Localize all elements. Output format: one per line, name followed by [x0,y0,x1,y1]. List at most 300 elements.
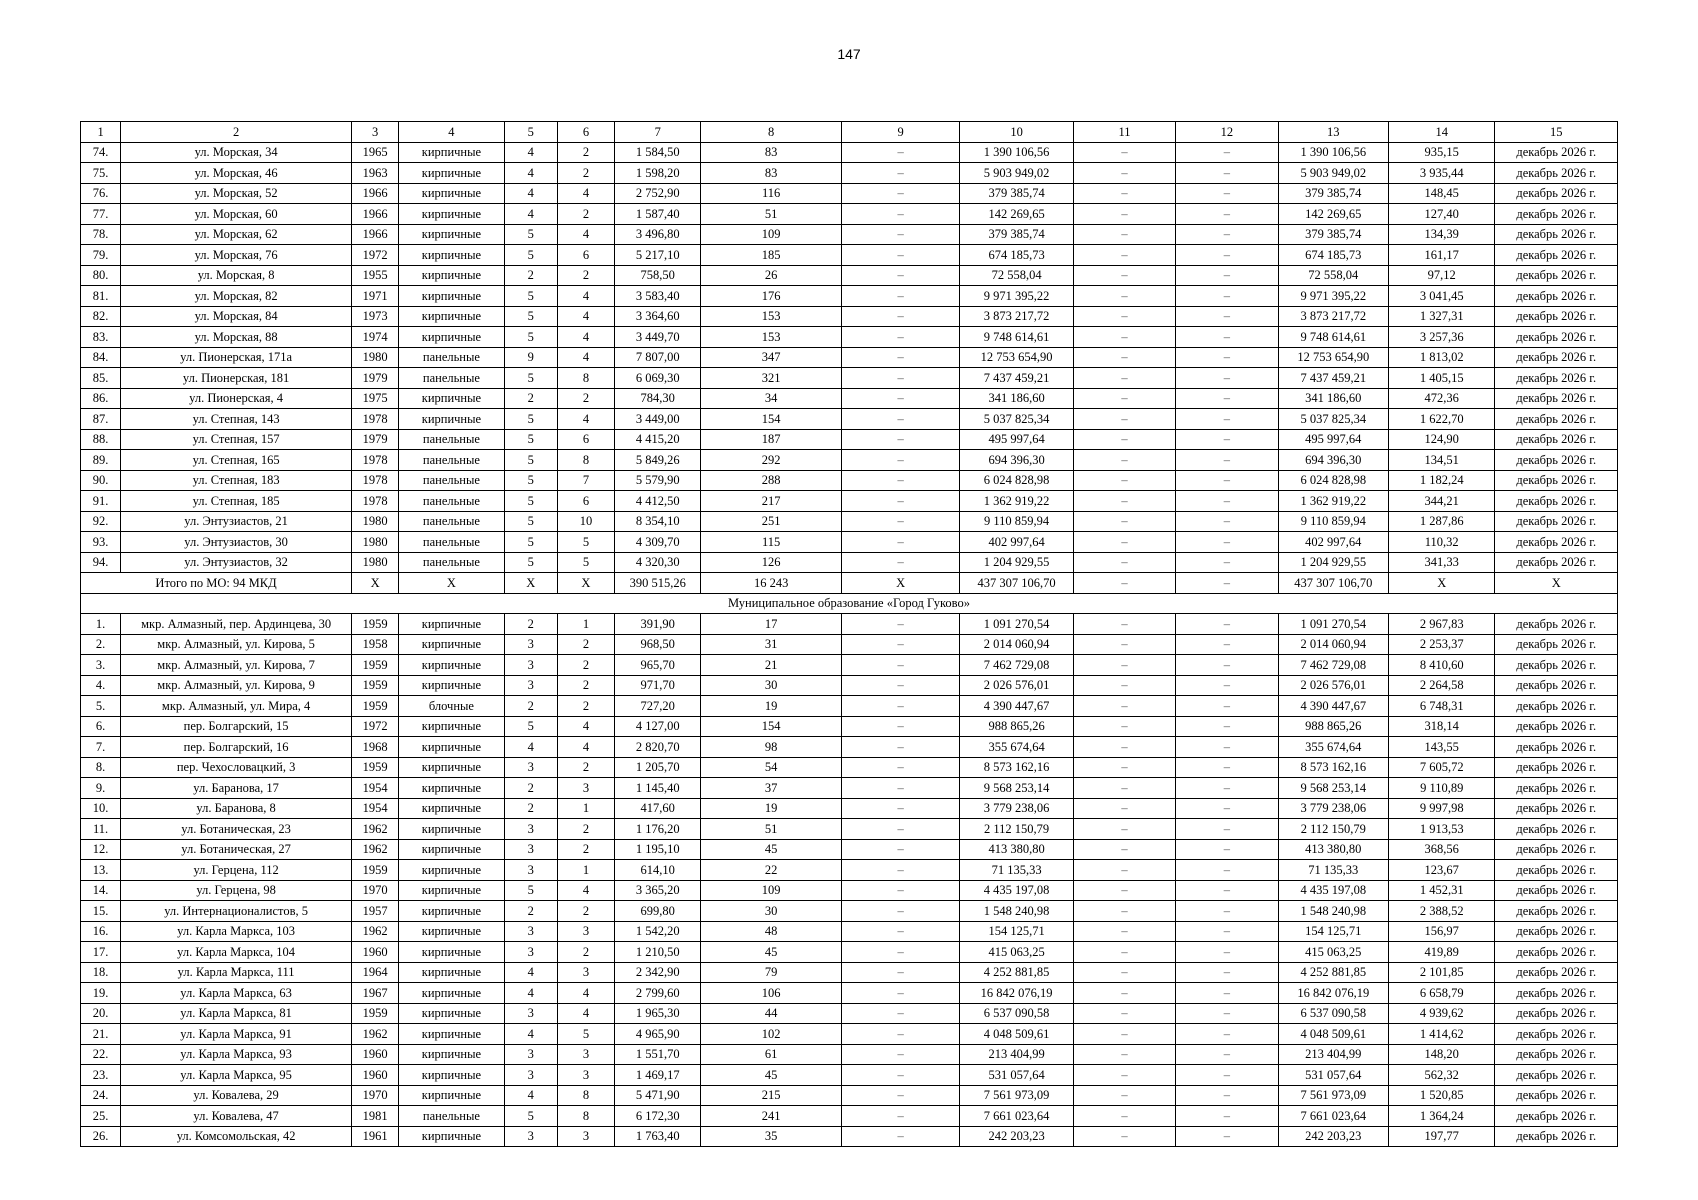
col-11: – [1073,224,1175,245]
cost-per-sqm: 7 605,72 [1389,757,1495,778]
entrances: 2 [557,942,614,963]
cost-per-sqm: 9 110,89 [1389,778,1495,799]
wall-material: панельные [399,429,504,450]
wall-material: кирпичные [399,327,504,348]
year-built: 1966 [352,224,399,245]
cost-total: 1 548 240,98 [960,901,1073,922]
total-cell: X [352,573,399,594]
row-number: 75. [81,163,121,184]
total-cell: – [1073,573,1175,594]
cost-fund: 4 435 197,08 [1278,880,1388,901]
col-12: – [1176,819,1278,840]
floors: 3 [504,819,557,840]
year-built: 1962 [352,921,399,942]
wall-material: кирпичные [399,614,504,635]
table-row [81,388,1618,409]
table-row [81,142,1618,163]
col-12: – [1176,880,1278,901]
year-built: 1959 [352,1003,399,1024]
address: ул. Пионерская, 181 [121,368,352,389]
address: ул. Энтузиастов, 30 [121,532,352,553]
col-11: – [1073,1044,1175,1065]
table-row [81,983,1618,1004]
cost-fund: 413 380,80 [1278,839,1388,860]
col-12: – [1176,347,1278,368]
entrances: 10 [557,511,614,532]
entrances: 3 [557,1044,614,1065]
floors: 3 [504,839,557,860]
cost-per-sqm: 1 622,70 [1389,409,1495,430]
col-11: – [1073,696,1175,717]
wall-material: кирпичные [399,757,504,778]
address: ул. Комсомольская, 42 [121,1126,352,1147]
col-9: – [841,983,959,1004]
wall-material: панельные [399,552,504,573]
col-11: – [1073,860,1175,881]
wall-material: кирпичные [399,675,504,696]
cost-per-sqm: 161,17 [1389,245,1495,266]
wall-material: панельные [399,470,504,491]
col-12: – [1176,716,1278,737]
wall-material: кирпичные [399,901,504,922]
floors: 4 [504,142,557,163]
row-number: 90. [81,470,121,491]
cost-fund: 415 063,25 [1278,942,1388,963]
area: 4 965,90 [615,1024,701,1045]
address: ул. Карла Маркса, 103 [121,921,352,942]
residents: 45 [701,942,842,963]
cost-total: 12 753 654,90 [960,347,1073,368]
floors: 5 [504,224,557,245]
table-row [81,245,1618,266]
address: ул. Пионерская, 171а [121,347,352,368]
deadline: декабрь 2026 г. [1495,204,1618,225]
row-number: 87. [81,409,121,430]
col-9: – [841,614,959,635]
year-built: 1959 [352,860,399,881]
entrances: 8 [557,450,614,471]
entrances: 5 [557,532,614,553]
col-12: – [1176,1044,1278,1065]
area: 1 176,20 [615,819,701,840]
year-built: 1974 [352,327,399,348]
cost-per-sqm: 472,36 [1389,388,1495,409]
table-row [81,798,1618,819]
cost-fund: 402 997,64 [1278,532,1388,553]
floors: 5 [504,327,557,348]
floors: 5 [504,716,557,737]
table-row [81,183,1618,204]
col-9: – [841,388,959,409]
residents: 83 [701,142,842,163]
deadline: декабрь 2026 г. [1495,306,1618,327]
col-12: – [1176,942,1278,963]
residents: 185 [701,245,842,266]
cost-per-sqm: 341,33 [1389,552,1495,573]
col-11: – [1073,901,1175,922]
col-11: – [1073,511,1175,532]
cost-per-sqm: 2 388,52 [1389,901,1495,922]
residents: 45 [701,1065,842,1086]
area: 4 415,20 [615,429,701,450]
cost-per-sqm: 419,89 [1389,942,1495,963]
table-row [81,224,1618,245]
total-cell: X [557,573,614,594]
year-built: 1978 [352,491,399,512]
entrances: 1 [557,860,614,881]
cost-per-sqm: 156,97 [1389,921,1495,942]
cost-fund: 341 186,60 [1278,388,1388,409]
total-cell: X [841,573,959,594]
total-row [81,573,1618,594]
cost-per-sqm: 134,39 [1389,224,1495,245]
cost-total: 7 561 973,09 [960,1085,1073,1106]
col-11: – [1073,409,1175,430]
deadline: декабрь 2026 г. [1495,183,1618,204]
address: ул. Баранова, 8 [121,798,352,819]
wall-material: кирпичные [399,942,504,963]
year-built: 1966 [352,183,399,204]
wall-material: кирпичные [399,798,504,819]
deadline: декабрь 2026 г. [1495,224,1618,245]
cost-total: 531 057,64 [960,1065,1073,1086]
cost-total: 4 390 447,67 [960,696,1073,717]
address: ул. Баранова, 17 [121,778,352,799]
col-9: – [841,183,959,204]
col-12: – [1176,265,1278,286]
col-12: – [1176,163,1278,184]
address: ул. Морская, 46 [121,163,352,184]
cost-fund: 4 390 447,67 [1278,696,1388,717]
deadline: декабрь 2026 г. [1495,409,1618,430]
residents: 79 [701,962,842,983]
floors: 5 [504,368,557,389]
col-12: – [1176,696,1278,717]
table-row [81,634,1618,655]
entrances: 6 [557,491,614,512]
entrances: 3 [557,921,614,942]
deadline: декабрь 2026 г. [1495,163,1618,184]
year-built: 1980 [352,347,399,368]
wall-material: кирпичные [399,142,504,163]
address: ул. Карла Маркса, 104 [121,942,352,963]
row-number: 14. [81,880,121,901]
cost-fund: 379 385,74 [1278,183,1388,204]
col-11: – [1073,1003,1175,1024]
cost-fund: 4 252 881,85 [1278,962,1388,983]
col-9: – [841,634,959,655]
col-12: – [1176,778,1278,799]
residents: 321 [701,368,842,389]
col-12: – [1176,450,1278,471]
year-built: 1965 [352,142,399,163]
page-number: 147 [837,46,861,62]
cost-total: 379 385,74 [960,183,1073,204]
col-11: – [1073,1024,1175,1045]
residents: 115 [701,532,842,553]
col-12: – [1176,839,1278,860]
col-11: – [1073,839,1175,860]
col-12: – [1176,327,1278,348]
residents: 83 [701,163,842,184]
cost-per-sqm: 1 327,31 [1389,306,1495,327]
year-built: 1954 [352,798,399,819]
residents: 31 [701,634,842,655]
wall-material: кирпичные [399,655,504,676]
residents: 54 [701,757,842,778]
area: 4 320,30 [615,552,701,573]
area: 8 354,10 [615,511,701,532]
cost-per-sqm: 2 253,37 [1389,634,1495,655]
deadline: декабрь 2026 г. [1495,614,1618,635]
col-12: – [1176,286,1278,307]
floors: 3 [504,1044,557,1065]
deadline: декабрь 2026 г. [1495,327,1618,348]
col-12: – [1176,655,1278,676]
col-9: – [841,1044,959,1065]
col-12: – [1176,983,1278,1004]
floors: 2 [504,614,557,635]
col-12: – [1176,409,1278,430]
residents: 347 [701,347,842,368]
col-9: – [841,716,959,737]
wall-material: кирпичные [399,388,504,409]
row-number: 12. [81,839,121,860]
address: ул. Энтузиастов, 32 [121,552,352,573]
col-11: – [1073,675,1175,696]
entrances: 2 [557,655,614,676]
col-9: – [841,327,959,348]
floors: 9 [504,347,557,368]
table-row [81,491,1618,512]
table-row [81,614,1618,635]
row-number: 9. [81,778,121,799]
cost-per-sqm: 9 997,98 [1389,798,1495,819]
area: 4 127,00 [615,716,701,737]
deadline: декабрь 2026 г. [1495,1106,1618,1127]
entrances: 4 [557,983,614,1004]
cost-total: 6 537 090,58 [960,1003,1073,1024]
entrances: 1 [557,798,614,819]
table-row [81,429,1618,450]
year-built: 1959 [352,655,399,676]
floors: 3 [504,1003,557,1024]
row-number: 78. [81,224,121,245]
col-11: – [1073,880,1175,901]
cost-total: 72 558,04 [960,265,1073,286]
address: ул. Морская, 34 [121,142,352,163]
residents: 109 [701,224,842,245]
area: 2 799,60 [615,983,701,1004]
cost-per-sqm: 1 287,86 [1389,511,1495,532]
deadline: декабрь 2026 г. [1495,470,1618,491]
residents: 153 [701,327,842,348]
col-11: – [1073,757,1175,778]
area: 3 449,00 [615,409,701,430]
floors: 4 [504,983,557,1004]
col-9: – [841,347,959,368]
address: мкр. Алмазный, пер. Ардинцева, 30 [121,614,352,635]
year-built: 1970 [352,1085,399,1106]
col-11: – [1073,778,1175,799]
col-12: – [1176,901,1278,922]
area: 3 365,20 [615,880,701,901]
column-number: 4 [399,122,504,143]
floors: 5 [504,429,557,450]
col-11: – [1073,819,1175,840]
cost-fund: 1 204 929,55 [1278,552,1388,573]
residents: 44 [701,1003,842,1024]
wall-material: кирпичные [399,921,504,942]
floors: 3 [504,757,557,778]
cost-total: 988 865,26 [960,716,1073,737]
col-9: – [841,450,959,471]
year-built: 1959 [352,757,399,778]
cost-fund: 674 185,73 [1278,245,1388,266]
col-9: – [841,368,959,389]
address: ул. Степная, 157 [121,429,352,450]
wall-material: панельные [399,368,504,389]
address: ул. Морская, 84 [121,306,352,327]
floors: 4 [504,183,557,204]
wall-material: кирпичные [399,204,504,225]
residents: 154 [701,716,842,737]
col-12: – [1176,183,1278,204]
deadline: декабрь 2026 г. [1495,429,1618,450]
col-9: – [841,409,959,430]
row-number: 20. [81,1003,121,1024]
residents: 51 [701,204,842,225]
table-row [81,327,1618,348]
cost-fund: 988 865,26 [1278,716,1388,737]
address: ул. Морская, 76 [121,245,352,266]
cost-total: 495 997,64 [960,429,1073,450]
wall-material: панельные [399,1106,504,1127]
address: мкр. Алмазный, ул. Кирова, 5 [121,634,352,655]
deadline: декабрь 2026 г. [1495,716,1618,737]
column-number: 9 [841,122,959,143]
wall-material: кирпичные [399,306,504,327]
cost-per-sqm: 1 452,31 [1389,880,1495,901]
floors: 5 [504,491,557,512]
cost-per-sqm: 127,40 [1389,204,1495,225]
area: 3 583,40 [615,286,701,307]
year-built: 1972 [352,716,399,737]
address: ул. Карла Маркса, 95 [121,1065,352,1086]
cost-per-sqm: 197,77 [1389,1126,1495,1147]
cost-total: 9 971 395,22 [960,286,1073,307]
wall-material: кирпичные [399,1085,504,1106]
year-built: 1959 [352,675,399,696]
row-number: 91. [81,491,121,512]
column-number: 6 [557,122,614,143]
year-built: 1958 [352,634,399,655]
address: ул. Герцена, 98 [121,880,352,901]
area: 391,90 [615,614,701,635]
cost-fund: 1 548 240,98 [1278,901,1388,922]
row-number: 22. [81,1044,121,1065]
col-11: – [1073,368,1175,389]
deadline: декабрь 2026 г. [1495,491,1618,512]
total-cell: X [1389,573,1495,594]
col-9: – [841,1065,959,1086]
deadline: декабрь 2026 г. [1495,368,1618,389]
cost-per-sqm: 3 935,44 [1389,163,1495,184]
deadline: декабрь 2026 г. [1495,901,1618,922]
col-9: – [841,757,959,778]
col-11: – [1073,634,1175,655]
area: 1 587,40 [615,204,701,225]
cost-total: 379 385,74 [960,224,1073,245]
cost-fund: 9 971 395,22 [1278,286,1388,307]
floors: 3 [504,860,557,881]
residents: 102 [701,1024,842,1045]
col-9: – [841,142,959,163]
area: 6 069,30 [615,368,701,389]
deadline: декабрь 2026 г. [1495,696,1618,717]
deadline: декабрь 2026 г. [1495,860,1618,881]
year-built: 1980 [352,552,399,573]
col-12: – [1176,1106,1278,1127]
col-12: – [1176,532,1278,553]
cost-per-sqm: 2 967,83 [1389,614,1495,635]
wall-material: кирпичные [399,1044,504,1065]
cost-per-sqm: 124,90 [1389,429,1495,450]
table-row [81,450,1618,471]
area: 5 849,26 [615,450,701,471]
cost-per-sqm: 2 264,58 [1389,675,1495,696]
entrances: 8 [557,1106,614,1127]
cost-per-sqm: 6 658,79 [1389,983,1495,1004]
table-row [81,470,1618,491]
cost-total: 2 014 060,94 [960,634,1073,655]
cost-per-sqm: 134,51 [1389,450,1495,471]
row-number: 76. [81,183,121,204]
row-number: 3. [81,655,121,676]
entrances: 4 [557,183,614,204]
year-built: 1971 [352,286,399,307]
col-12: – [1176,511,1278,532]
cost-total: 1 204 929,55 [960,552,1073,573]
total-cell: 16 243 [701,573,842,594]
area: 3 364,60 [615,306,701,327]
column-number: 13 [1278,122,1388,143]
cost-fund: 213 404,99 [1278,1044,1388,1065]
area: 2 752,90 [615,183,701,204]
col-12: – [1176,245,1278,266]
year-built: 1962 [352,839,399,860]
col-9: – [841,655,959,676]
cost-fund: 3 873 217,72 [1278,306,1388,327]
address: ул. Степная, 185 [121,491,352,512]
cost-total: 1 091 270,54 [960,614,1073,635]
table-row [81,860,1618,881]
cost-fund: 5 037 825,34 [1278,409,1388,430]
wall-material: панельные [399,491,504,512]
deadline: декабрь 2026 г. [1495,532,1618,553]
entrances: 1 [557,614,614,635]
table-row [81,1106,1618,1127]
col-12: – [1176,737,1278,758]
residents: 17 [701,614,842,635]
residents: 35 [701,1126,842,1147]
column-number: 5 [504,122,557,143]
col-9: – [841,491,959,512]
col-11: – [1073,183,1175,204]
floors: 2 [504,798,557,819]
cost-fund: 495 997,64 [1278,429,1388,450]
year-built: 1962 [352,1024,399,1045]
